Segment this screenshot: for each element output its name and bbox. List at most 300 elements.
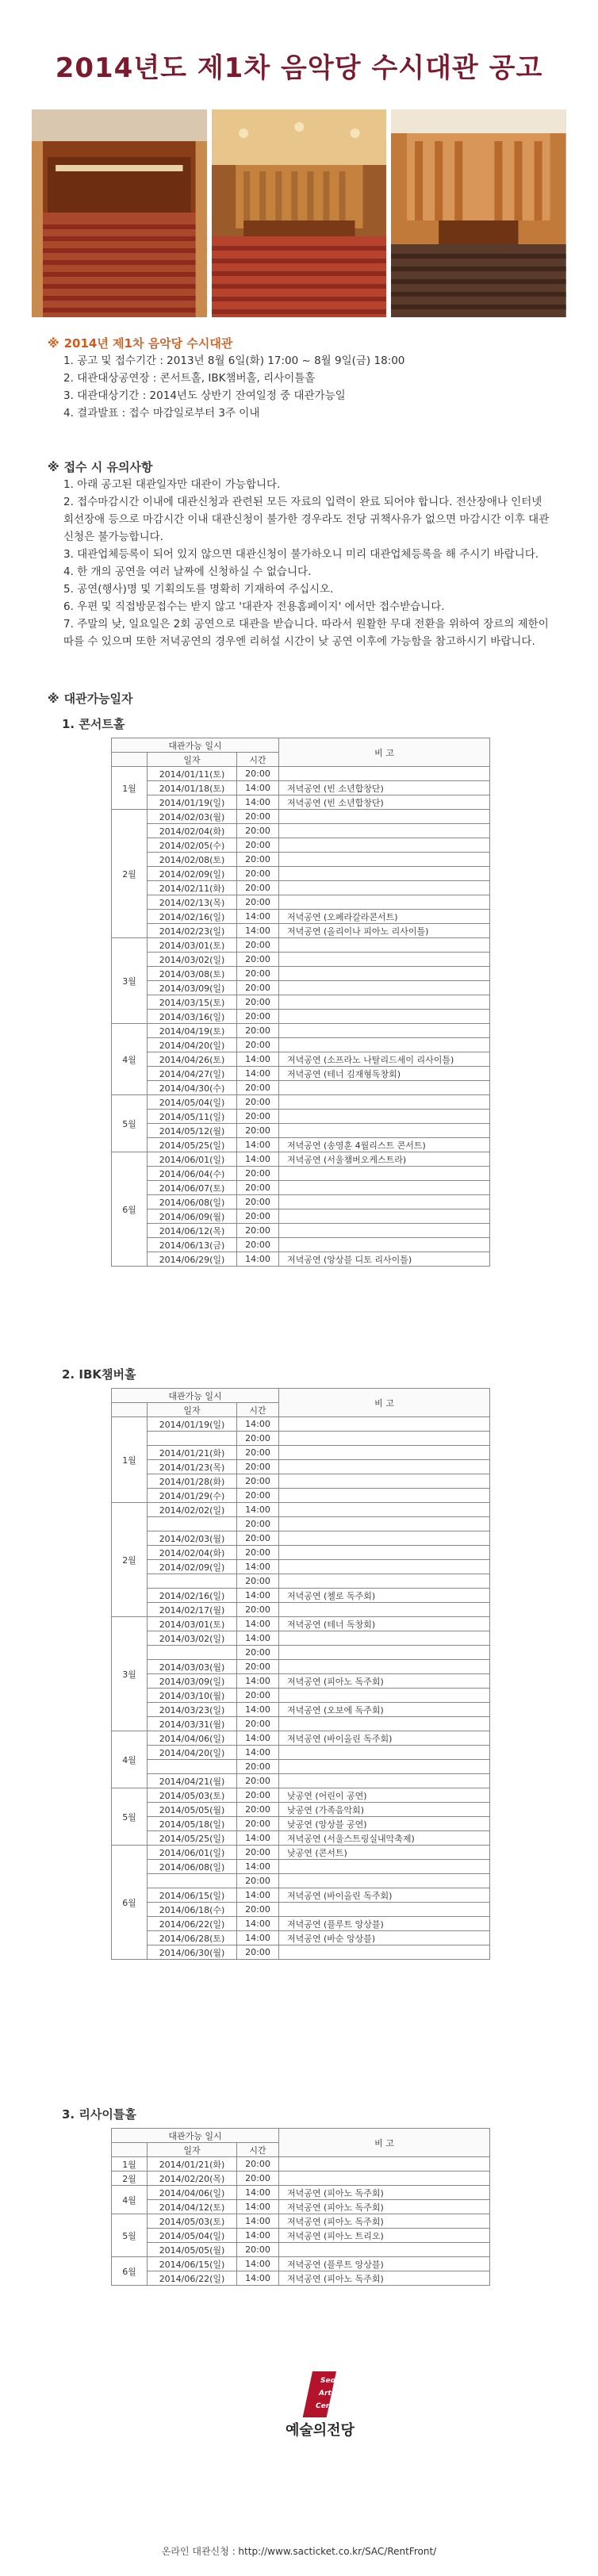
time-cell: 20:00 xyxy=(237,2243,279,2257)
table-row xyxy=(112,853,490,867)
date-cell: 2014/03/23(일) xyxy=(148,1703,237,1717)
caution-item: 6. 우편 및 직접방문접수는 받지 않고 '대관자 전용홈페이지' 에서만 접수받습니다. xyxy=(63,600,445,613)
caution-item: 3. 대관업체등록이 되어 있지 않으면 대관신청이 불가하오니 미리 대관업체등록을 해 주시기 바랍니다. xyxy=(63,548,539,561)
date-cell: 2014/03/15(토) xyxy=(148,995,237,1010)
note-cell xyxy=(279,1460,490,1474)
time-cell: 20:00 xyxy=(237,1788,279,1803)
hall-heading: 1. 콘서트홀 xyxy=(62,717,125,731)
table-row xyxy=(112,810,490,824)
rental-url-link[interactable]: http://www.sacticket.co.kr/SAC/RentFront/ xyxy=(238,2546,437,2557)
col-note-header: 비 고 xyxy=(279,738,490,767)
col-time-header: 시간 xyxy=(237,1403,279,1417)
table-row xyxy=(112,1432,490,1446)
note-cell xyxy=(279,1531,490,1546)
table-row xyxy=(112,924,490,938)
hall-photos xyxy=(32,109,566,317)
note-cell xyxy=(279,1474,490,1489)
time-cell: 14:00 xyxy=(237,1917,279,1931)
table-header-row xyxy=(112,738,490,753)
note-cell xyxy=(279,1417,490,1432)
table-row xyxy=(112,1788,490,1803)
table-row xyxy=(112,1703,490,1717)
table-row xyxy=(112,1209,490,1224)
cautions-heading: ※ 접수 시 유의사항 xyxy=(48,460,153,474)
note-cell xyxy=(279,1603,490,1617)
note-cell xyxy=(279,824,490,838)
table-row xyxy=(112,1152,490,1167)
note-cell xyxy=(279,767,490,781)
table-row xyxy=(112,1874,490,1888)
footer-label: 온라인 대관신청 xyxy=(161,2546,229,2557)
time-cell: 20:00 xyxy=(237,895,279,910)
time-cell: 20:00 xyxy=(237,1460,279,1474)
table-row xyxy=(112,2157,490,2172)
caution-item: 1. 아래 공고된 대관일자만 대관이 가능합니다. xyxy=(63,478,281,491)
month-cell: 5월 xyxy=(112,1788,148,1846)
table-row xyxy=(112,981,490,995)
note-cell xyxy=(279,867,490,881)
table-row xyxy=(112,1252,490,1267)
month-cell: 2월 xyxy=(112,810,148,938)
note-cell xyxy=(279,1195,490,1209)
date-cell: 2014/01/28(화) xyxy=(148,1474,237,1489)
date-cell: 2014/06/08(일) xyxy=(148,1860,237,1874)
date-cell: 2014/02/02(일) xyxy=(148,1503,237,1517)
date-cell: 2014/02/23(일) xyxy=(148,924,237,938)
note-cell xyxy=(279,1010,490,1024)
recital-hall-photo xyxy=(391,109,566,317)
month-cell: 3월 xyxy=(112,1617,148,1731)
date-cell: 2014/05/04(일) xyxy=(148,2229,237,2243)
col-note-header: 비 고 xyxy=(279,1389,490,1417)
date-cell: 2014/02/16(일) xyxy=(148,1589,237,1603)
table-row xyxy=(112,1095,490,1110)
note-cell xyxy=(279,810,490,824)
note-cell xyxy=(279,2157,490,2172)
table-row xyxy=(112,938,490,953)
note-cell xyxy=(279,1110,490,1124)
date-cell: 2014/06/04(수) xyxy=(148,1167,237,1181)
table-row xyxy=(112,995,490,1010)
time-cell: 20:00 xyxy=(237,1038,279,1052)
time-cell: 20:00 xyxy=(237,1209,279,1224)
note-cell: 낮공연 (앙상블 공연) xyxy=(279,1817,490,1831)
note-cell: 낮공연 (가족음악회) xyxy=(279,1803,490,1817)
table-row xyxy=(112,1574,490,1589)
table-row xyxy=(112,1717,490,1731)
date-cell: 2014/06/13(금) xyxy=(148,1238,237,1252)
table-row xyxy=(112,1945,490,1960)
col-group-header: 대관가능 일시 xyxy=(112,738,279,753)
available-section xyxy=(48,690,555,707)
date-cell: 2014/02/16(일) xyxy=(148,910,237,924)
note-cell xyxy=(279,1167,490,1181)
date-cell: 2014/01/11(토) xyxy=(148,767,237,781)
date-cell: 2014/03/08(토) xyxy=(148,967,237,981)
date-cell: 2014/01/23(목) xyxy=(148,1460,237,1474)
time-cell: 20:00 xyxy=(237,1603,279,1617)
date-cell: 2014/06/28(토) xyxy=(148,1931,237,1945)
table-row xyxy=(112,1124,490,1138)
date-cell: 2014/06/07(토) xyxy=(148,1181,237,1195)
month-cell: 4월 xyxy=(112,2186,148,2214)
date-cell: 2014/04/19(토) xyxy=(148,1024,237,1038)
table-row xyxy=(112,1660,490,1674)
time-cell: 14:00 xyxy=(237,1731,279,1746)
date-cell: 2014/06/15(일) xyxy=(148,1888,237,1903)
table-row xyxy=(112,2229,490,2243)
time-cell: 20:00 xyxy=(237,2172,279,2186)
month-cell: 4월 xyxy=(112,1024,148,1095)
date-cell: 2014/05/25(일) xyxy=(148,1138,237,1152)
col-time-header: 시간 xyxy=(237,753,279,767)
date-cell: 2014/03/03(월) xyxy=(148,1660,237,1674)
date-cell: 2014/02/13(목) xyxy=(148,895,237,910)
note-cell: 저녁공연 (오페라갈라콘서트) xyxy=(279,910,490,924)
note-cell: 저녁공연 (피아노 독주회) xyxy=(279,2214,490,2229)
note-cell xyxy=(279,1746,490,1760)
date-cell: 2014/02/09(일) xyxy=(148,867,237,881)
date-cell: 2014/05/03(토) xyxy=(148,1788,237,1803)
time-cell: 20:00 xyxy=(237,1081,279,1095)
table-row xyxy=(112,2271,490,2286)
concert-hall-table xyxy=(111,738,490,1267)
note-cell xyxy=(279,1238,490,1252)
date-cell: 2014/05/25(일) xyxy=(148,1831,237,1846)
time-cell: 20:00 xyxy=(237,1803,279,1817)
date-cell: 2014/01/19(일) xyxy=(148,1417,237,1432)
table-row xyxy=(112,1746,490,1760)
table-row xyxy=(112,1224,490,1238)
time-cell: 20:00 xyxy=(237,1546,279,1560)
date-cell: 2014/04/20(일) xyxy=(148,1038,237,1052)
time-cell: 20:00 xyxy=(237,938,279,953)
col-month-header xyxy=(112,1403,148,1417)
table-row xyxy=(112,881,490,895)
date-cell: 2014/02/05(수) xyxy=(148,838,237,853)
date-cell: 2014/06/15(일) xyxy=(148,2257,237,2271)
time-cell: 14:00 xyxy=(237,1888,279,1903)
logo-line2: Arts xyxy=(319,2390,336,2398)
note-cell xyxy=(279,881,490,895)
time-cell: 14:00 xyxy=(237,1503,279,1517)
table-row xyxy=(112,2214,490,2229)
table-row xyxy=(112,1674,490,1689)
table-row xyxy=(112,1531,490,1546)
note-cell xyxy=(279,1181,490,1195)
note-cell: 낮공연 (어린이 공연) xyxy=(279,1788,490,1803)
time-cell: 14:00 xyxy=(237,1052,279,1067)
note-cell xyxy=(279,967,490,981)
date-cell: 2014/04/27(일) xyxy=(148,1067,237,1081)
table-row xyxy=(112,2186,490,2200)
date-cell: 2014/02/04(화) xyxy=(148,824,237,838)
note-cell: 저녁공연 (피아노 독주회) xyxy=(279,1674,490,1689)
date-cell: 2014/01/21(화) xyxy=(148,1446,237,1460)
table-row xyxy=(112,1903,490,1917)
table-row xyxy=(112,1460,490,1474)
cautions-section xyxy=(48,458,555,650)
time-cell: 14:00 xyxy=(237,1631,279,1646)
time-cell: 14:00 xyxy=(237,1746,279,1760)
table-row xyxy=(112,967,490,981)
time-cell: 14:00 xyxy=(237,910,279,924)
table-row xyxy=(112,2172,490,2186)
note-cell: 저녁공연 (첼로 독주회) xyxy=(279,1589,490,1603)
date-cell: 2014/05/04(일) xyxy=(148,1095,237,1110)
date-cell: 2014/06/18(수) xyxy=(148,1903,237,1917)
table-row xyxy=(112,1503,490,1517)
seoul-arts-center-logo xyxy=(262,2371,365,2443)
note-cell: 저녁공연 (테너 독창회) xyxy=(279,1617,490,1631)
table-header-row xyxy=(112,2129,490,2143)
note-cell xyxy=(279,981,490,995)
date-cell: 2014/03/09(일) xyxy=(148,981,237,995)
time-cell: 14:00 xyxy=(237,1589,279,1603)
time-cell: 14:00 xyxy=(237,1152,279,1167)
date-cell: 2014/01/18(토) xyxy=(148,781,237,795)
caution-item: 4. 한 개의 공연을 여러 날짜에 신청하실 수 없습니다. xyxy=(63,565,312,578)
table-row xyxy=(112,1238,490,1252)
month-cell: 1월 xyxy=(112,1417,148,1503)
table-row xyxy=(112,1489,490,1503)
available-heading: ※ 대관가능일자 xyxy=(48,692,133,706)
logo-name: 예술의전당 xyxy=(286,2422,355,2439)
month-cell: 2월 xyxy=(112,2172,148,2186)
notice-item: 2. 대관대상공연장 : 콘서트홀, IBK챔버홀, 리사이틀홀 xyxy=(63,372,316,385)
time-cell: 20:00 xyxy=(237,824,279,838)
table-row xyxy=(112,781,490,795)
time-cell: 20:00 xyxy=(237,1945,279,1960)
table-header-row xyxy=(112,1389,490,1403)
time-cell: 20:00 xyxy=(237,995,279,1010)
time-cell: 20:00 xyxy=(237,1432,279,1446)
time-cell: 14:00 xyxy=(237,1138,279,1152)
table-row xyxy=(112,2200,490,2214)
note-cell xyxy=(279,1860,490,1874)
time-cell: 20:00 xyxy=(237,810,279,824)
ibk-chamber-hall-table xyxy=(111,1388,490,1960)
hall-heading: 3. 리사이틀홀 xyxy=(62,2107,136,2122)
date-cell: 2014/04/06(일) xyxy=(148,2186,237,2200)
logo-line1: Seoul xyxy=(320,2377,343,2385)
table-row xyxy=(112,1517,490,1531)
note-cell xyxy=(279,1432,490,1446)
date-cell: 2014/02/11(화) xyxy=(148,881,237,895)
time-cell: 14:00 xyxy=(237,1617,279,1631)
note-cell xyxy=(279,1446,490,1460)
date-cell: 2014/02/08(토) xyxy=(148,853,237,867)
time-cell: 14:00 xyxy=(237,781,279,795)
table-row xyxy=(112,1181,490,1195)
col-group-header: 대관가능 일시 xyxy=(112,1389,279,1403)
time-cell: 20:00 xyxy=(237,1846,279,1860)
note-cell xyxy=(279,1209,490,1224)
col-group-header: 대관가능 일시 xyxy=(112,2129,279,2143)
note-cell xyxy=(279,938,490,953)
note-cell xyxy=(279,953,490,967)
date-cell: 2014/06/30(월) xyxy=(148,1945,237,1960)
note-cell xyxy=(279,853,490,867)
col-time-header: 시간 xyxy=(237,2143,279,2157)
note-cell: 저녁공연 (빈 소년합창단) xyxy=(279,795,490,810)
time-cell: 20:00 xyxy=(237,1689,279,1703)
date-cell: 2014/06/01(일) xyxy=(148,1846,237,1860)
date-cell: 2014/05/11(일) xyxy=(148,1110,237,1124)
date-cell: 2014/04/30(수) xyxy=(148,1081,237,1095)
time-cell: 14:00 xyxy=(237,1674,279,1689)
time-cell: 14:00 xyxy=(237,1931,279,1945)
month-cell: 6월 xyxy=(112,2257,148,2286)
table-row xyxy=(112,1560,490,1574)
time-cell: 14:00 xyxy=(237,2229,279,2243)
table-row xyxy=(112,867,490,881)
date-cell: 2014/06/09(월) xyxy=(148,1209,237,1224)
month-cell: 1월 xyxy=(112,767,148,810)
time-cell: 20:00 xyxy=(237,1760,279,1774)
table-row xyxy=(112,1474,490,1489)
note-cell xyxy=(279,1717,490,1731)
note-cell xyxy=(279,838,490,853)
date-cell: 2014/04/06(일) xyxy=(148,1731,237,1746)
month-cell: 6월 xyxy=(112,1846,148,1960)
note-cell: 저녁공연 (테너 김재형독창회) xyxy=(279,1067,490,1081)
note-cell xyxy=(279,1095,490,1110)
date-cell: 2014/02/17(월) xyxy=(148,1603,237,1617)
table-row xyxy=(112,1067,490,1081)
time-cell: 14:00 xyxy=(237,1831,279,1846)
note-cell xyxy=(279,1646,490,1660)
time-cell: 20:00 xyxy=(237,1446,279,1460)
table-row xyxy=(112,1760,490,1774)
note-cell xyxy=(279,1224,490,1238)
note-cell xyxy=(279,1689,490,1703)
time-cell: 20:00 xyxy=(237,1903,279,1917)
date-cell: 2014/03/01(토) xyxy=(148,1617,237,1631)
note-cell: 저녁공연 (송영훈 4월리스트 콘서트) xyxy=(279,1138,490,1152)
time-cell: 14:00 xyxy=(237,1417,279,1432)
table-row xyxy=(112,767,490,781)
table-row xyxy=(112,1731,490,1746)
table-row xyxy=(112,1931,490,1945)
time-cell: 20:00 xyxy=(237,1660,279,1674)
note-cell xyxy=(279,1024,490,1038)
table-row xyxy=(112,895,490,910)
time-cell: 14:00 xyxy=(237,1067,279,1081)
table-row xyxy=(112,795,490,810)
time-cell: 20:00 xyxy=(237,967,279,981)
table-row xyxy=(112,910,490,924)
note-cell xyxy=(279,895,490,910)
table-row xyxy=(112,1024,490,1038)
note-cell xyxy=(279,1774,490,1788)
time-cell: 20:00 xyxy=(237,1531,279,1546)
time-cell: 14:00 xyxy=(237,1560,279,1574)
time-cell: 20:00 xyxy=(237,1474,279,1489)
table-row xyxy=(112,1860,490,1874)
table-row xyxy=(112,1038,490,1052)
recital-hall-table xyxy=(111,2128,490,2286)
table-row xyxy=(112,1081,490,1095)
note-cell xyxy=(279,1874,490,1888)
concert-hall-photo xyxy=(32,109,207,317)
time-cell: 20:00 xyxy=(237,1646,279,1660)
month-cell: 5월 xyxy=(112,1095,148,1152)
table-row xyxy=(112,1546,490,1560)
table-row xyxy=(112,1617,490,1631)
time-cell: 20:00 xyxy=(237,881,279,895)
date-cell: 2014/01/19(일) xyxy=(148,795,237,810)
table-row xyxy=(112,1689,490,1703)
date-cell: 2014/06/08(일) xyxy=(148,1195,237,1209)
time-cell: 20:00 xyxy=(237,1167,279,1181)
notice-item: 4. 결과발표 : 접수 마감일로부터 3주 이내 xyxy=(63,407,260,420)
date-cell xyxy=(148,1574,237,1589)
month-cell: 1월 xyxy=(112,2157,148,2172)
time-cell: 20:00 xyxy=(237,1110,279,1124)
note-cell: 저녁공연 (빈 소년합창단) xyxy=(279,781,490,795)
date-cell: 2014/06/29(일) xyxy=(148,1252,237,1267)
notice-item: 1. 공고 및 접수기간 : 2013년 8월 6일(화) 17:00 ~ 8월 9일(금) 18:00 xyxy=(63,355,405,367)
note-cell xyxy=(279,1760,490,1774)
time-cell: 14:00 xyxy=(237,1860,279,1874)
table-row xyxy=(112,1846,490,1860)
month-cell: 5월 xyxy=(112,2214,148,2257)
chamber-hall-photo xyxy=(212,109,387,317)
date-cell: 2014/04/21(월) xyxy=(148,1774,237,1788)
date-cell: 2014/05/05(월) xyxy=(148,2243,237,2257)
note-cell: 저녁공연 (바이올린 독주회) xyxy=(279,1888,490,1903)
table-row xyxy=(112,1888,490,1903)
date-cell: 2014/03/02(일) xyxy=(148,953,237,967)
date-cell: 2014/03/02(일) xyxy=(148,1631,237,1646)
note-cell xyxy=(279,1560,490,1574)
table-row xyxy=(112,1010,490,1024)
date-cell: 2014/04/12(토) xyxy=(148,2200,237,2214)
table-row xyxy=(112,1631,490,1646)
col-date-header: 일자 xyxy=(148,753,237,767)
month-cell: 6월 xyxy=(112,1152,148,1267)
date-cell: 2014/04/20(일) xyxy=(148,1746,237,1760)
time-cell: 20:00 xyxy=(237,1195,279,1209)
note-cell: 저녁공연 (플루트 앙상블) xyxy=(279,1917,490,1931)
month-cell: 2월 xyxy=(112,1503,148,1617)
table-row xyxy=(112,1589,490,1603)
time-cell: 20:00 xyxy=(237,953,279,967)
time-cell: 14:00 xyxy=(237,2186,279,2200)
date-cell: 2014/03/31(월) xyxy=(148,1717,237,1731)
time-cell: 20:00 xyxy=(237,1717,279,1731)
table-row xyxy=(112,2257,490,2271)
table-row xyxy=(112,1817,490,1831)
month-cell: 3월 xyxy=(112,938,148,1024)
date-cell: 2014/02/03(월) xyxy=(148,810,237,824)
note-cell xyxy=(279,1574,490,1589)
date-cell: 2014/03/10(월) xyxy=(148,1689,237,1703)
time-cell: 14:00 xyxy=(237,2200,279,2214)
date-cell: 2014/02/20(목) xyxy=(148,2172,237,2186)
date-cell: 2014/03/01(토) xyxy=(148,938,237,953)
col-date-header: 일자 xyxy=(148,2143,237,2157)
date-cell: 2014/03/09(일) xyxy=(148,1674,237,1689)
note-cell xyxy=(279,2172,490,2186)
time-cell: 20:00 xyxy=(237,1774,279,1788)
time-cell: 20:00 xyxy=(237,1874,279,1888)
caution-item: 5. 공연(행사)명 및 기획의도를 명확히 기재하여 주십시오. xyxy=(63,583,334,596)
time-cell: 20:00 xyxy=(237,1224,279,1238)
table-row xyxy=(112,1417,490,1432)
time-cell: 14:00 xyxy=(237,795,279,810)
